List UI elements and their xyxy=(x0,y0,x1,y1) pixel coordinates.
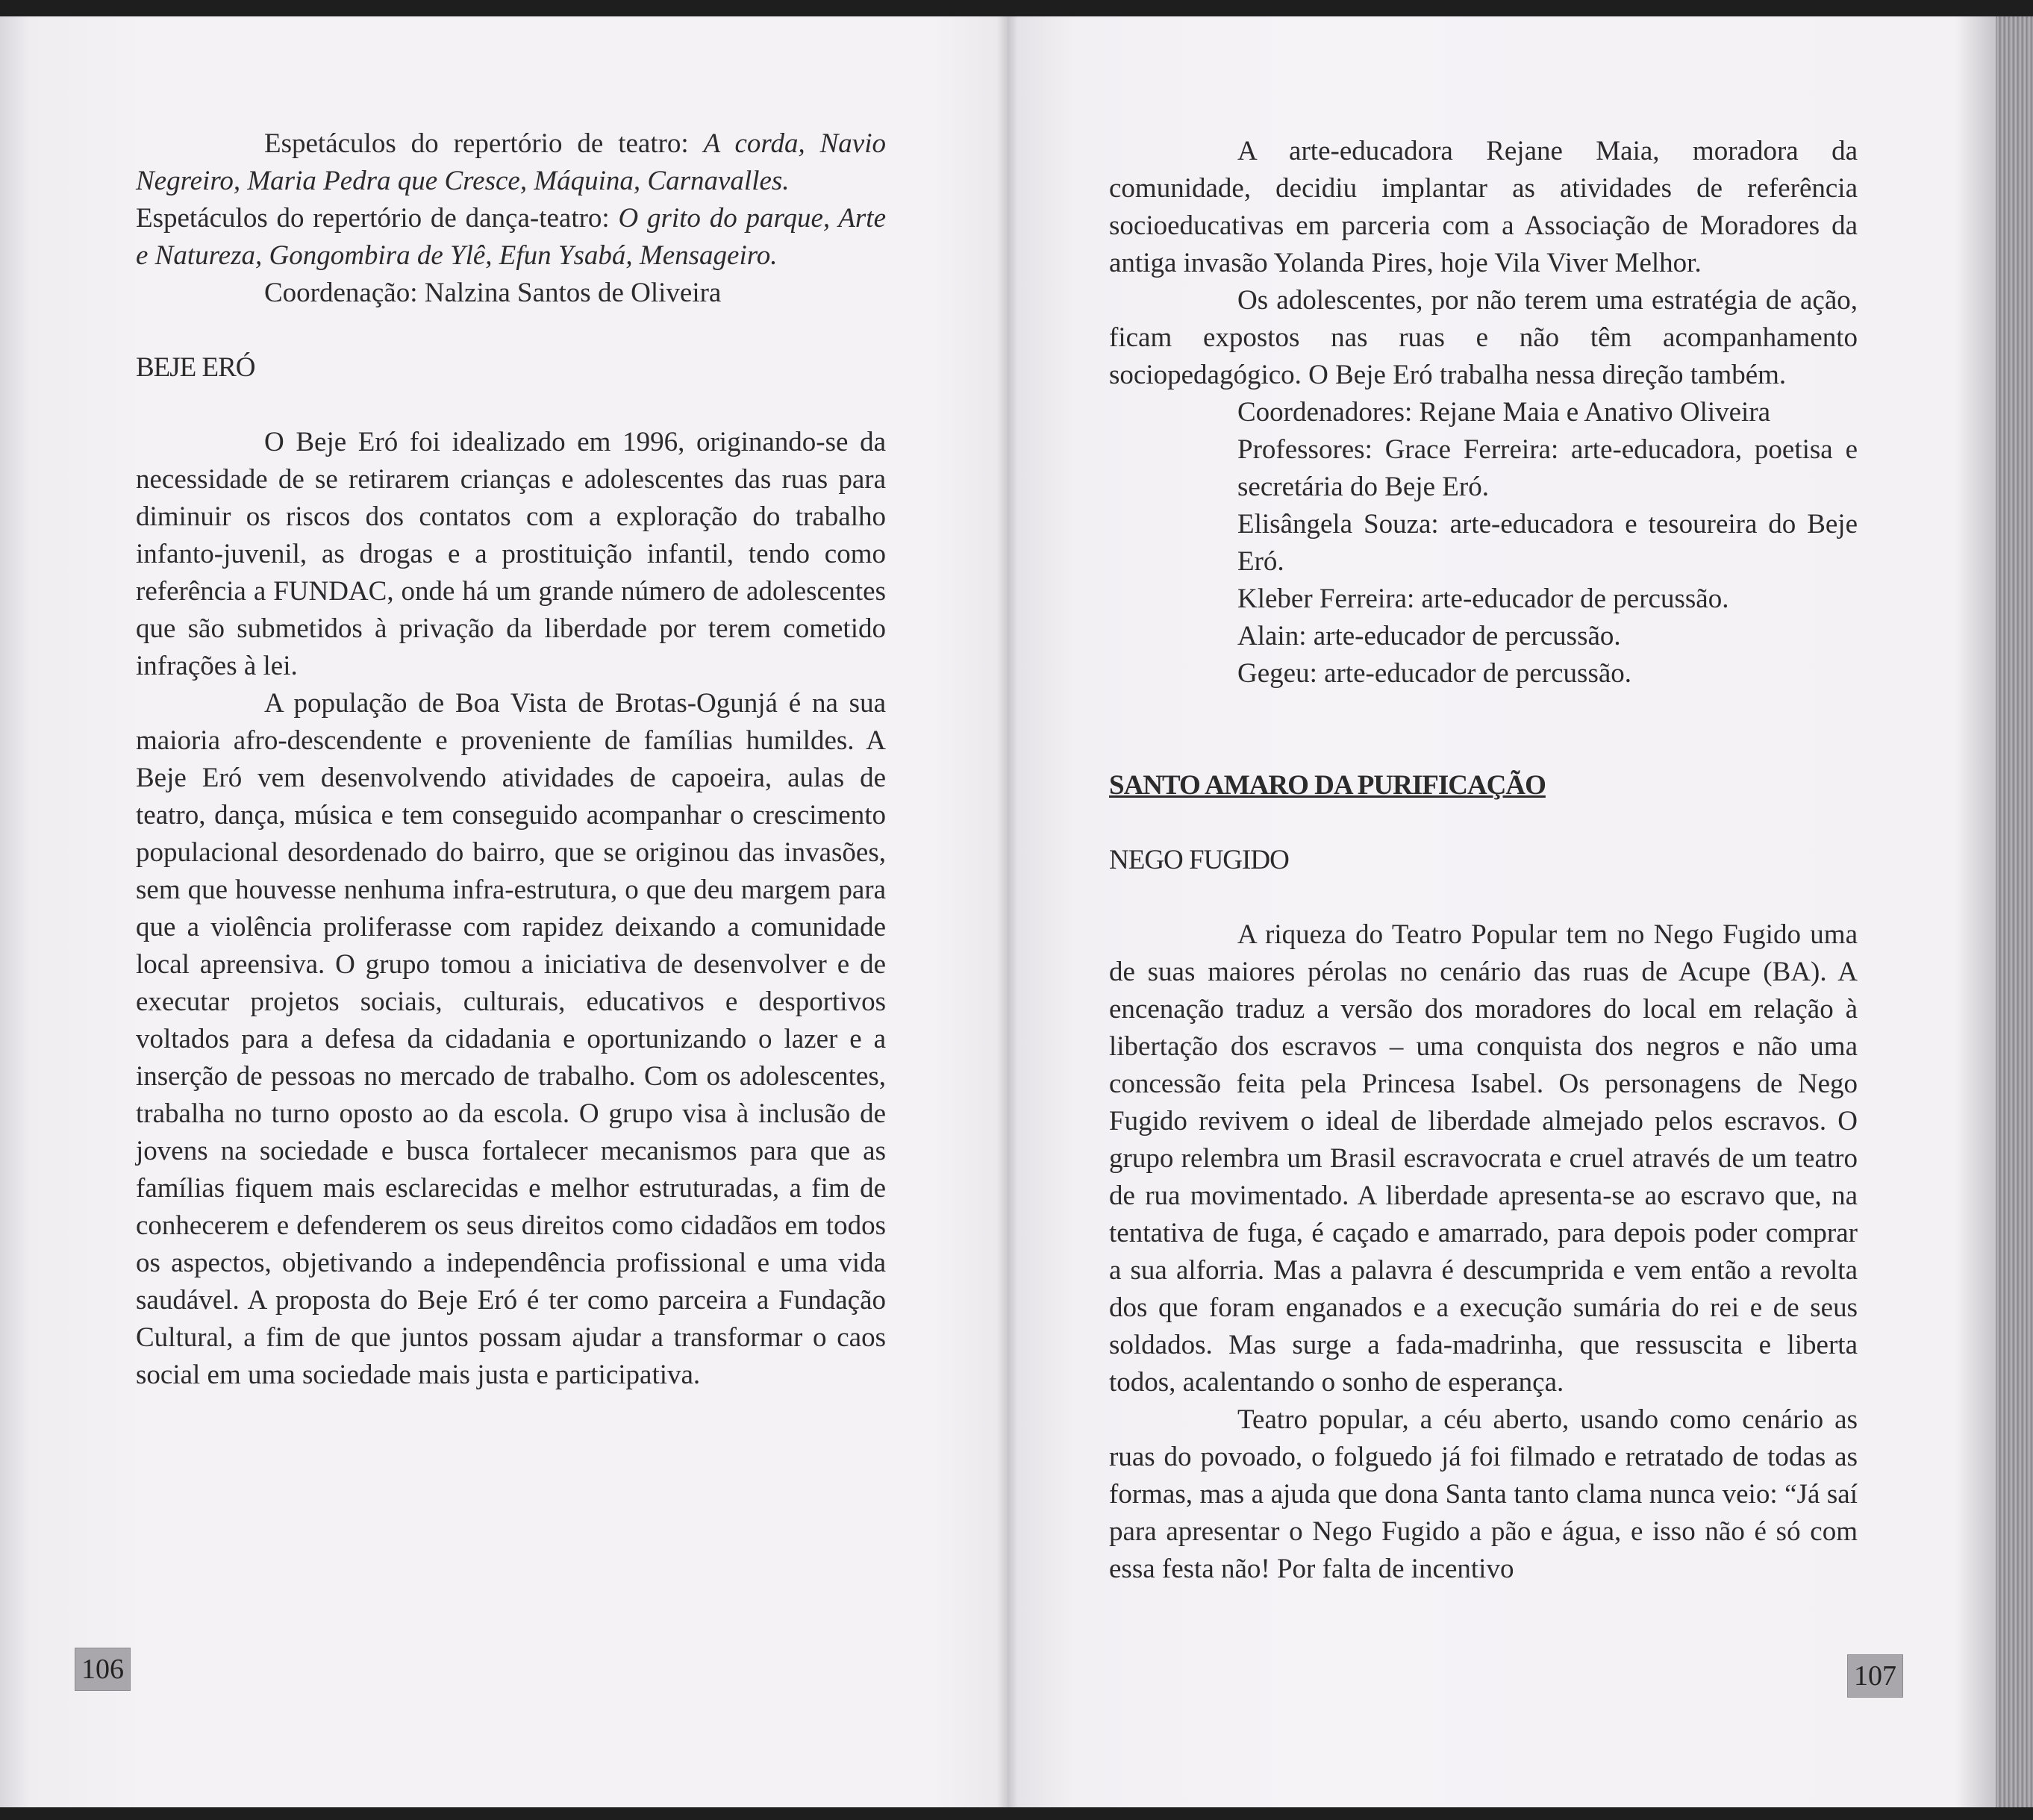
book-gutter xyxy=(997,16,1018,1807)
repertoire-theatre-lead: Espetáculos do repertório de teatro: xyxy=(264,128,704,159)
left-text-column xyxy=(136,125,886,1394)
gegeu-line: Gegeu: arte-educador de percussão. xyxy=(1237,658,1632,689)
section-heading-beje-ero: BEJE ERÓ xyxy=(136,352,255,383)
repertoire-theatre xyxy=(136,125,886,200)
coordination-line: Coordenação: Nalzina Santos de Oliveira xyxy=(264,278,722,308)
paragraph-adolescents: Os adolescentes, por não terem uma estratégia de ação, ficam expostos nas ruas e não têm acompanhamento sociopedagógico. O Beje Eró trabalha nessa direção também. xyxy=(1109,285,1858,390)
paragraph-rejane-maia: A arte-educadora Rejane Maia, moradora da comunidade, decidiu implantar as atividades de referência socioeducativas em parceria com a Associação de Moradores da antiga invasão Yolanda Pires, hoje Vila Viver Melhor. xyxy=(1109,136,1858,278)
repertoire-theatre-titles: A corda, Navio Negreiro, Maria Pedra que Cresce, Máquina, Carnavalles. xyxy=(136,128,886,196)
alain-line: Alain: arte-educador de percussão. xyxy=(1237,621,1621,651)
repertoire-dance-titles: O grito do parque, Arte e Natureza, Gongombira de Ylê, Efun Ysabá, Mensageiro. xyxy=(136,203,886,271)
professors-line: Professores: Grace Ferreira: arte-educadora, poetisa e secretária do Beje Eró. xyxy=(1237,434,1858,502)
paragraph-nego-fugido: A riqueza do Teatro Popular tem no Nego Fugido uma de suas maiores pérolas no cenário das ruas de Acupe (BA). A encenação traduz a versão dos moradores do local em relação à libertação dos escravos – uma conquista dos negros e não uma concessão feita pela Princesa Isabel. Os personagens de Nego Fugido revivem o ideal de liberdade almejado pelos escravos. O grupo relembra um Brasil escravocrata e cruel através de um teatro de rua movimentado. A liberdade apresenta-se ao escravo que, na tentativa de fuga, é caçado e amarrado, para depois poder comprar a sua alforria. Mas a palavra é descumprida e vem então a revolta dos que foram enganados e a execução sumária do rei e de seus soldados. Mas surge a fada-madrinha, que ressuscita e liberta todos, acalentando o sonho de esperança. xyxy=(1109,919,1858,1398)
page-edge xyxy=(1996,16,2033,1807)
kleber-line: Kleber Ferreira: arte-educador de percussão. xyxy=(1237,584,1729,614)
paragraph-boa-vista: A população de Boa Vista de Brotas-Ogunjá é na sua maioria afro-descendente e proveniente de famílias humildes. A Beje Eró vem desenvolvendo atividades de capoeira, aulas de teatro, dança, música e tem conseguido acompanhar o crescimento populacional desordenado do bairro, que se originou das invasões, sem que houvesse nenhuma infra-estrutura, o que deu margem para que a violência proliferasse com rapidez deixando a comunidade local apreensiva. O grupo tomou a iniciativa de desenvolver e de executar projetos sociais, culturais, educativos e desportivos voltados para a defesa da cidadania e oportunizando o lazer e a inserção de pessoas no mercado de trabalho. Com os adolescentes, trabalha no turno oposto ao da escola. O grupo visa à inclusão de jovens na sociedade e busca fortalecer mecanismos para que as famílias fiquem mais esclarecidas e melhor estruturadas, a fim de conhecerem e defenderem os seus direitos como cidadãos em todos os aspectos, objetivando a independência profissional e uma vida saudável. A proposta do Beje Eró é ter como parceira a Fundação Cultural, a fim de que juntos possam ajudar a transformar o caos social em uma sociedade mais justa e participativa. xyxy=(136,688,886,1390)
right-text-column xyxy=(1109,133,1858,1588)
sub-heading-nego-fugido: NEGO FUGIDO xyxy=(1109,845,1289,875)
paragraph-teatro-popular: Teatro popular, a céu aberto, usando como cenário as ruas do povoado, o folguedo já foi filmado e retratado de todas as formas, mas a ajuda que dona Santa tanto clama nunca veio: “Já saí para apresentar o Nego Fugido a pão e água, e isso não é só com essa festa não! Por falta de incentivo xyxy=(1109,1404,1858,1584)
page-number-left: 106 xyxy=(75,1648,131,1691)
section-heading-santo-amaro: SANTO AMARO DA PURIFICAÇÃO xyxy=(1109,770,1546,801)
paragraph-beje-ero-origin: O Beje Eró foi idealizado em 1996, originando-se da necessidade de se retirarem crianças e adolescentes das ruas para diminuir os riscos dos contatos com a exploração do trabalho infanto-juvenil, as drogas e a prostituição infantil, tendo como referência a FUNDAC, onde há um grande número de adolescentes que são submetidos à privação da liberdade por terem cometido infrações à lei. xyxy=(136,427,886,681)
page-number-right: 107 xyxy=(1847,1654,1903,1698)
repertoire-dance xyxy=(136,200,886,275)
elisangela-line: Elisângela Souza: arte-educadora e tesoureira do Beje Eró. xyxy=(1237,509,1858,577)
repertoire-dance-lead: Espetáculos do repertório de dança-teatro: xyxy=(136,203,619,234)
coordinators-line: Coordenadores: Rejane Maia e Anativo Oliveira xyxy=(1237,397,1771,428)
